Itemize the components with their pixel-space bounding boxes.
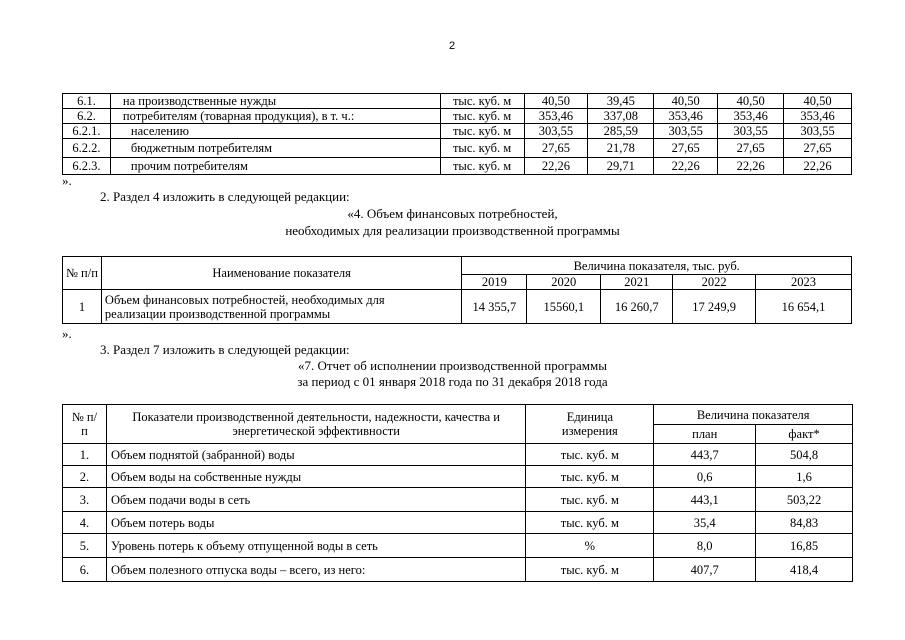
table-row xyxy=(63,139,852,158)
section7-title: «7. Отчет об исполнении производственной программы xyxy=(297,358,607,373)
row-unit: % xyxy=(526,534,654,558)
row-name: Объем воды на собственные нужды xyxy=(106,466,525,488)
value-cell: 303,55 xyxy=(718,124,784,139)
row-name: Объем потерь воды xyxy=(106,512,525,534)
row-name: потребителям (товарная продукция), в т. ч.: xyxy=(110,109,440,124)
value-cell: 22,26 xyxy=(524,158,588,175)
value-cell: 27,65 xyxy=(524,139,588,158)
table-row xyxy=(63,444,853,466)
row-name: Уровень потерь к объему отпущенной воды в сеть xyxy=(106,534,525,558)
row-name: Объем поднятой (забранной) воды xyxy=(106,444,525,466)
value-cell: 40,50 xyxy=(718,94,784,109)
value-cell: 40,50 xyxy=(784,94,852,109)
value-cell: 285,59 xyxy=(588,124,654,139)
table-row xyxy=(63,109,852,124)
header-name: Наименование показателя xyxy=(101,257,461,290)
table-row xyxy=(63,94,852,109)
row-name: Объем полезного отпуска воды – всего, из него: xyxy=(106,558,525,582)
section4-intro: 2. Раздел 4 изложить в следующей редакции: xyxy=(100,189,350,204)
header-row xyxy=(63,257,852,275)
row-unit: тыс. куб. м xyxy=(440,94,524,109)
value-cell: 22,26 xyxy=(784,158,852,175)
row-unit: тыс. куб. м xyxy=(526,488,654,512)
section4-title: «4. Объем финансовых потребностей, xyxy=(347,206,558,221)
value-cell: 14 355,7 xyxy=(462,290,527,324)
table-row xyxy=(63,124,852,139)
plan-cell: 443,1 xyxy=(654,488,756,512)
value-cell: 15560,1 xyxy=(527,290,601,324)
closing-quote: ». xyxy=(62,326,72,341)
row-name: Объем подачи воды в сеть xyxy=(106,488,525,512)
year-header: 2022 xyxy=(673,275,756,290)
year-header: 2020 xyxy=(527,275,601,290)
fact-cell: 503,22 xyxy=(756,488,853,512)
row-unit: тыс. куб. м xyxy=(526,512,654,534)
value-cell: 303,55 xyxy=(524,124,588,139)
row-name: бюджетным потребителям xyxy=(110,139,440,158)
value-cell: 16 654,1 xyxy=(756,290,852,324)
value-cell: 353,46 xyxy=(654,109,718,124)
row-unit: тыс. куб. м xyxy=(526,444,654,466)
plan-cell: 35,4 xyxy=(654,512,756,534)
closing-quote: ». xyxy=(62,173,72,188)
row-number: 6. xyxy=(63,558,107,582)
value-cell: 17 249,9 xyxy=(673,290,756,324)
row-name: Объем финансовых потребностей, необходимых для реализации производственной программы xyxy=(101,290,461,324)
header-fact: факт* xyxy=(756,425,853,444)
program-report-table xyxy=(62,404,853,582)
value-cell: 337,08 xyxy=(588,109,654,124)
value-cell: 22,26 xyxy=(718,158,784,175)
value-cell: 16 260,7 xyxy=(601,290,673,324)
row-number: 2. xyxy=(63,466,107,488)
value-cell: 353,46 xyxy=(524,109,588,124)
table-row xyxy=(63,466,853,488)
header-value: Величина показателя xyxy=(654,405,853,425)
year-header: 2023 xyxy=(756,275,852,290)
row-unit: тыс. куб. м xyxy=(440,109,524,124)
row-unit: тыс. куб. м xyxy=(526,558,654,582)
plan-cell: 407,7 xyxy=(654,558,756,582)
section4-subtitle: необходимых для реализации производственной программы xyxy=(285,223,620,238)
value-cell: 39,45 xyxy=(588,94,654,109)
header-plan: план xyxy=(654,425,756,444)
table-row xyxy=(63,158,852,175)
row-number: 1 xyxy=(63,290,102,324)
value-cell: 27,65 xyxy=(654,139,718,158)
water-consumption-table xyxy=(62,93,852,175)
row-number: 6.2.2. xyxy=(63,139,111,158)
row-number: 1. xyxy=(63,444,107,466)
row-name: на производственные нужды xyxy=(110,94,440,109)
header-unit: Единица измерения xyxy=(526,405,654,444)
value-cell: 22,26 xyxy=(654,158,718,175)
row-number: 4. xyxy=(63,512,107,534)
row-number: 6.2. xyxy=(63,109,111,124)
plan-cell: 443,7 xyxy=(654,444,756,466)
row-number: 3. xyxy=(63,488,107,512)
fact-cell: 504,8 xyxy=(756,444,853,466)
row-number: 6.2.3. xyxy=(63,158,111,175)
page-number: 2 xyxy=(449,40,456,52)
financial-needs-table xyxy=(62,256,852,324)
table-row xyxy=(63,558,853,582)
header-name: Показатели производственной деятельности, надежности, качества и энергетической эффективности xyxy=(106,405,525,444)
year-header: 2019 xyxy=(462,275,527,290)
table-row xyxy=(63,488,853,512)
row-name: населению xyxy=(110,124,440,139)
row-unit: тыс. куб. м xyxy=(526,466,654,488)
value-cell: 29,71 xyxy=(588,158,654,175)
value-cell: 40,50 xyxy=(654,94,718,109)
plan-cell: 0,6 xyxy=(654,466,756,488)
header-number: № п/п xyxy=(63,405,107,444)
value-cell: 353,46 xyxy=(784,109,852,124)
row-unit: тыс. куб. м xyxy=(440,158,524,175)
header-row xyxy=(63,405,853,425)
row-unit: тыс. куб. м xyxy=(440,124,524,139)
section7-intro: 3. Раздел 7 изложить в следующей редакции: xyxy=(100,342,350,357)
year-header: 2021 xyxy=(601,275,673,290)
fact-cell: 1,6 xyxy=(756,466,853,488)
row-number: 6.1. xyxy=(63,94,111,109)
value-cell: 353,46 xyxy=(718,109,784,124)
header-value: Величина показателя, тыс. руб. xyxy=(462,257,852,275)
value-cell: 303,55 xyxy=(654,124,718,139)
section7-subtitle: за период с 01 января 2018 года по 31 декабря 2018 года xyxy=(297,374,608,389)
table-row xyxy=(63,534,853,558)
row-number: 5. xyxy=(63,534,107,558)
header-number: № п/п xyxy=(63,257,102,290)
table-row xyxy=(63,512,853,534)
fact-cell: 84,83 xyxy=(756,512,853,534)
plan-cell: 8,0 xyxy=(654,534,756,558)
value-cell: 27,65 xyxy=(784,139,852,158)
row-unit: тыс. куб. м xyxy=(440,139,524,158)
value-cell: 303,55 xyxy=(784,124,852,139)
value-cell: 21,78 xyxy=(588,139,654,158)
value-cell: 27,65 xyxy=(718,139,784,158)
fact-cell: 418,4 xyxy=(756,558,853,582)
value-cell: 40,50 xyxy=(524,94,588,109)
row-name: прочим потребителям xyxy=(110,158,440,175)
fact-cell: 16,85 xyxy=(756,534,853,558)
row-number: 6.2.1. xyxy=(63,124,111,139)
table-row xyxy=(63,290,852,324)
